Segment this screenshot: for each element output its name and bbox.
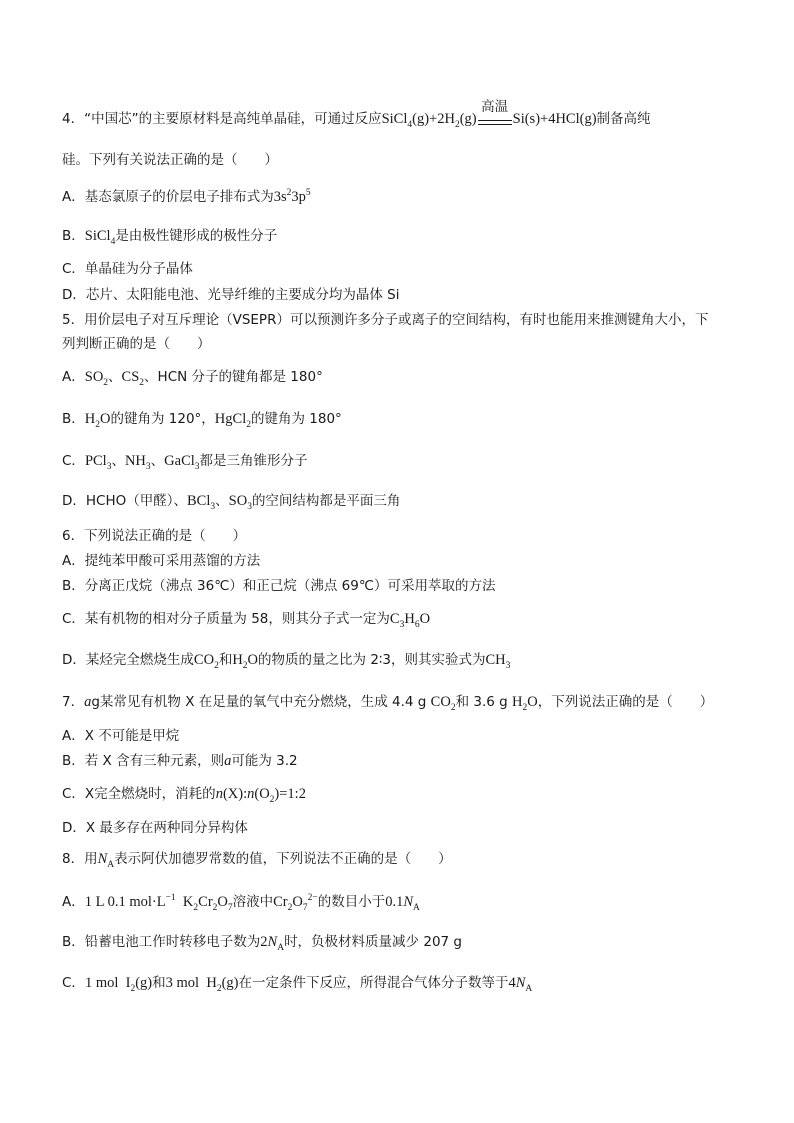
q8-option-c: C．1 mol $I_2(g)$和3 mol $H_2(g)$在一定条件下反应，所得混合气体分子数等于$4N_A$ [62,975,533,994]
q7-stem: 7．ag某常见有机物 X 在足量的氧气中充分燃烧，生成 4.4 g $CO_2$和 3.6 g $H_2O$，下列说法正确的是（ ） [62,694,714,713]
q4-stem-line1: 4．“中国芯”的主要原材料是高纯单晶硅，可通过反应$SiCl_4(g)+2H_2(g)$ 高温 Si(s)+4HCl(g)制备高纯 [62,99,651,130]
q4-reaction: $SiCl_4(g)+2H_2(g)$ 高温 Si(s)+4HCl(g) [381,99,597,130]
q5-option-a: A．$SO_2$、$CS_2$、HCN 分子的键角都是 180° [62,369,323,388]
q7-option-c: C．X完全燃烧时，消耗的$n(X):n(O_2)=1:2$ [62,786,306,805]
q8-stem: 8．用$N_A$表示阿伏加德罗常数的值，下列说法不正确的是（ ） [62,851,452,870]
q7-option-d: D．X 最多存在两种同分异构体 [62,820,248,836]
q5-option-d: D．HCHO（甲醛）、BCl$_3$、$SO_3$的空间结构都是平面三角 [62,493,401,512]
q4-option-b: B．SiCl$_4$是由极性键形成的极性分子 [62,228,278,247]
q4-option-d: D．芯片、太阳能电池、光导纤维的主要成分均为晶体 Si [62,287,400,303]
reaction-arrow-icon [478,99,512,128]
q6-option-d: D．某烃完全燃烧生成$CO_2$和$H_2O$的物质的量之比为 2∶3，则其实验式为$CH_3$ [62,652,511,671]
q4-option-a: A．基态氯原子的价层电子排布式为$3s^23p^5$ [62,188,311,205]
q4-option-c: C．单晶硅为分子晶体 [62,261,193,277]
q6-stem: 6．下列说法正确的是（ ） [62,528,247,544]
reaction-condition: 高温 [481,99,509,114]
q8-option-a: A．1 L 0.1 $mol\cdot L^{-1}$ $K_2Cr_2O_7$溶液中$Cr_2O_7^{2-}$的数目小于$0.1N_A$ [62,893,420,913]
q6-option-b: B．分离正戊烷（沸点 36℃）和正己烷（沸点 69℃）可采用萃取的方法 [62,578,496,594]
q5-stem-line1: 5．用价层电子对互斥理论（VSEPR）可以预测许多分子或离子的空间结构，有时也能用来推测键角大小，下 [62,312,709,328]
q5-option-b: B．$H_2O$的键角为 120°，HgCl$_2$的键角为 180° [62,411,342,430]
q6-option-c: C．某有机物的相对分子质量为 58，则其分子式一定为$C_3H_6O$ [62,611,431,630]
q5-stem-line2: 列判断正确的是（ ） [62,336,211,352]
q5-option-c: C．PCl$_3$、$NH_3$、GaCl$_3$都是三角锥形分子 [62,453,308,472]
q6-option-a: A．提纯苯甲酸可采用蒸馏的方法 [62,553,261,569]
q7-option-b: B．若 X 含有三种元素，则a可能为 3.2 [62,753,298,769]
q7-option-a: A．X 不可能是甲烷 [62,728,180,744]
q8-option-b: B．铅蓄电池工作时转移电子数为$2N_A$时，负极材料质量减少 207 g [62,934,462,953]
q4-stem-line2: 硅。下列有关说法正确的是（ ） [62,152,278,168]
